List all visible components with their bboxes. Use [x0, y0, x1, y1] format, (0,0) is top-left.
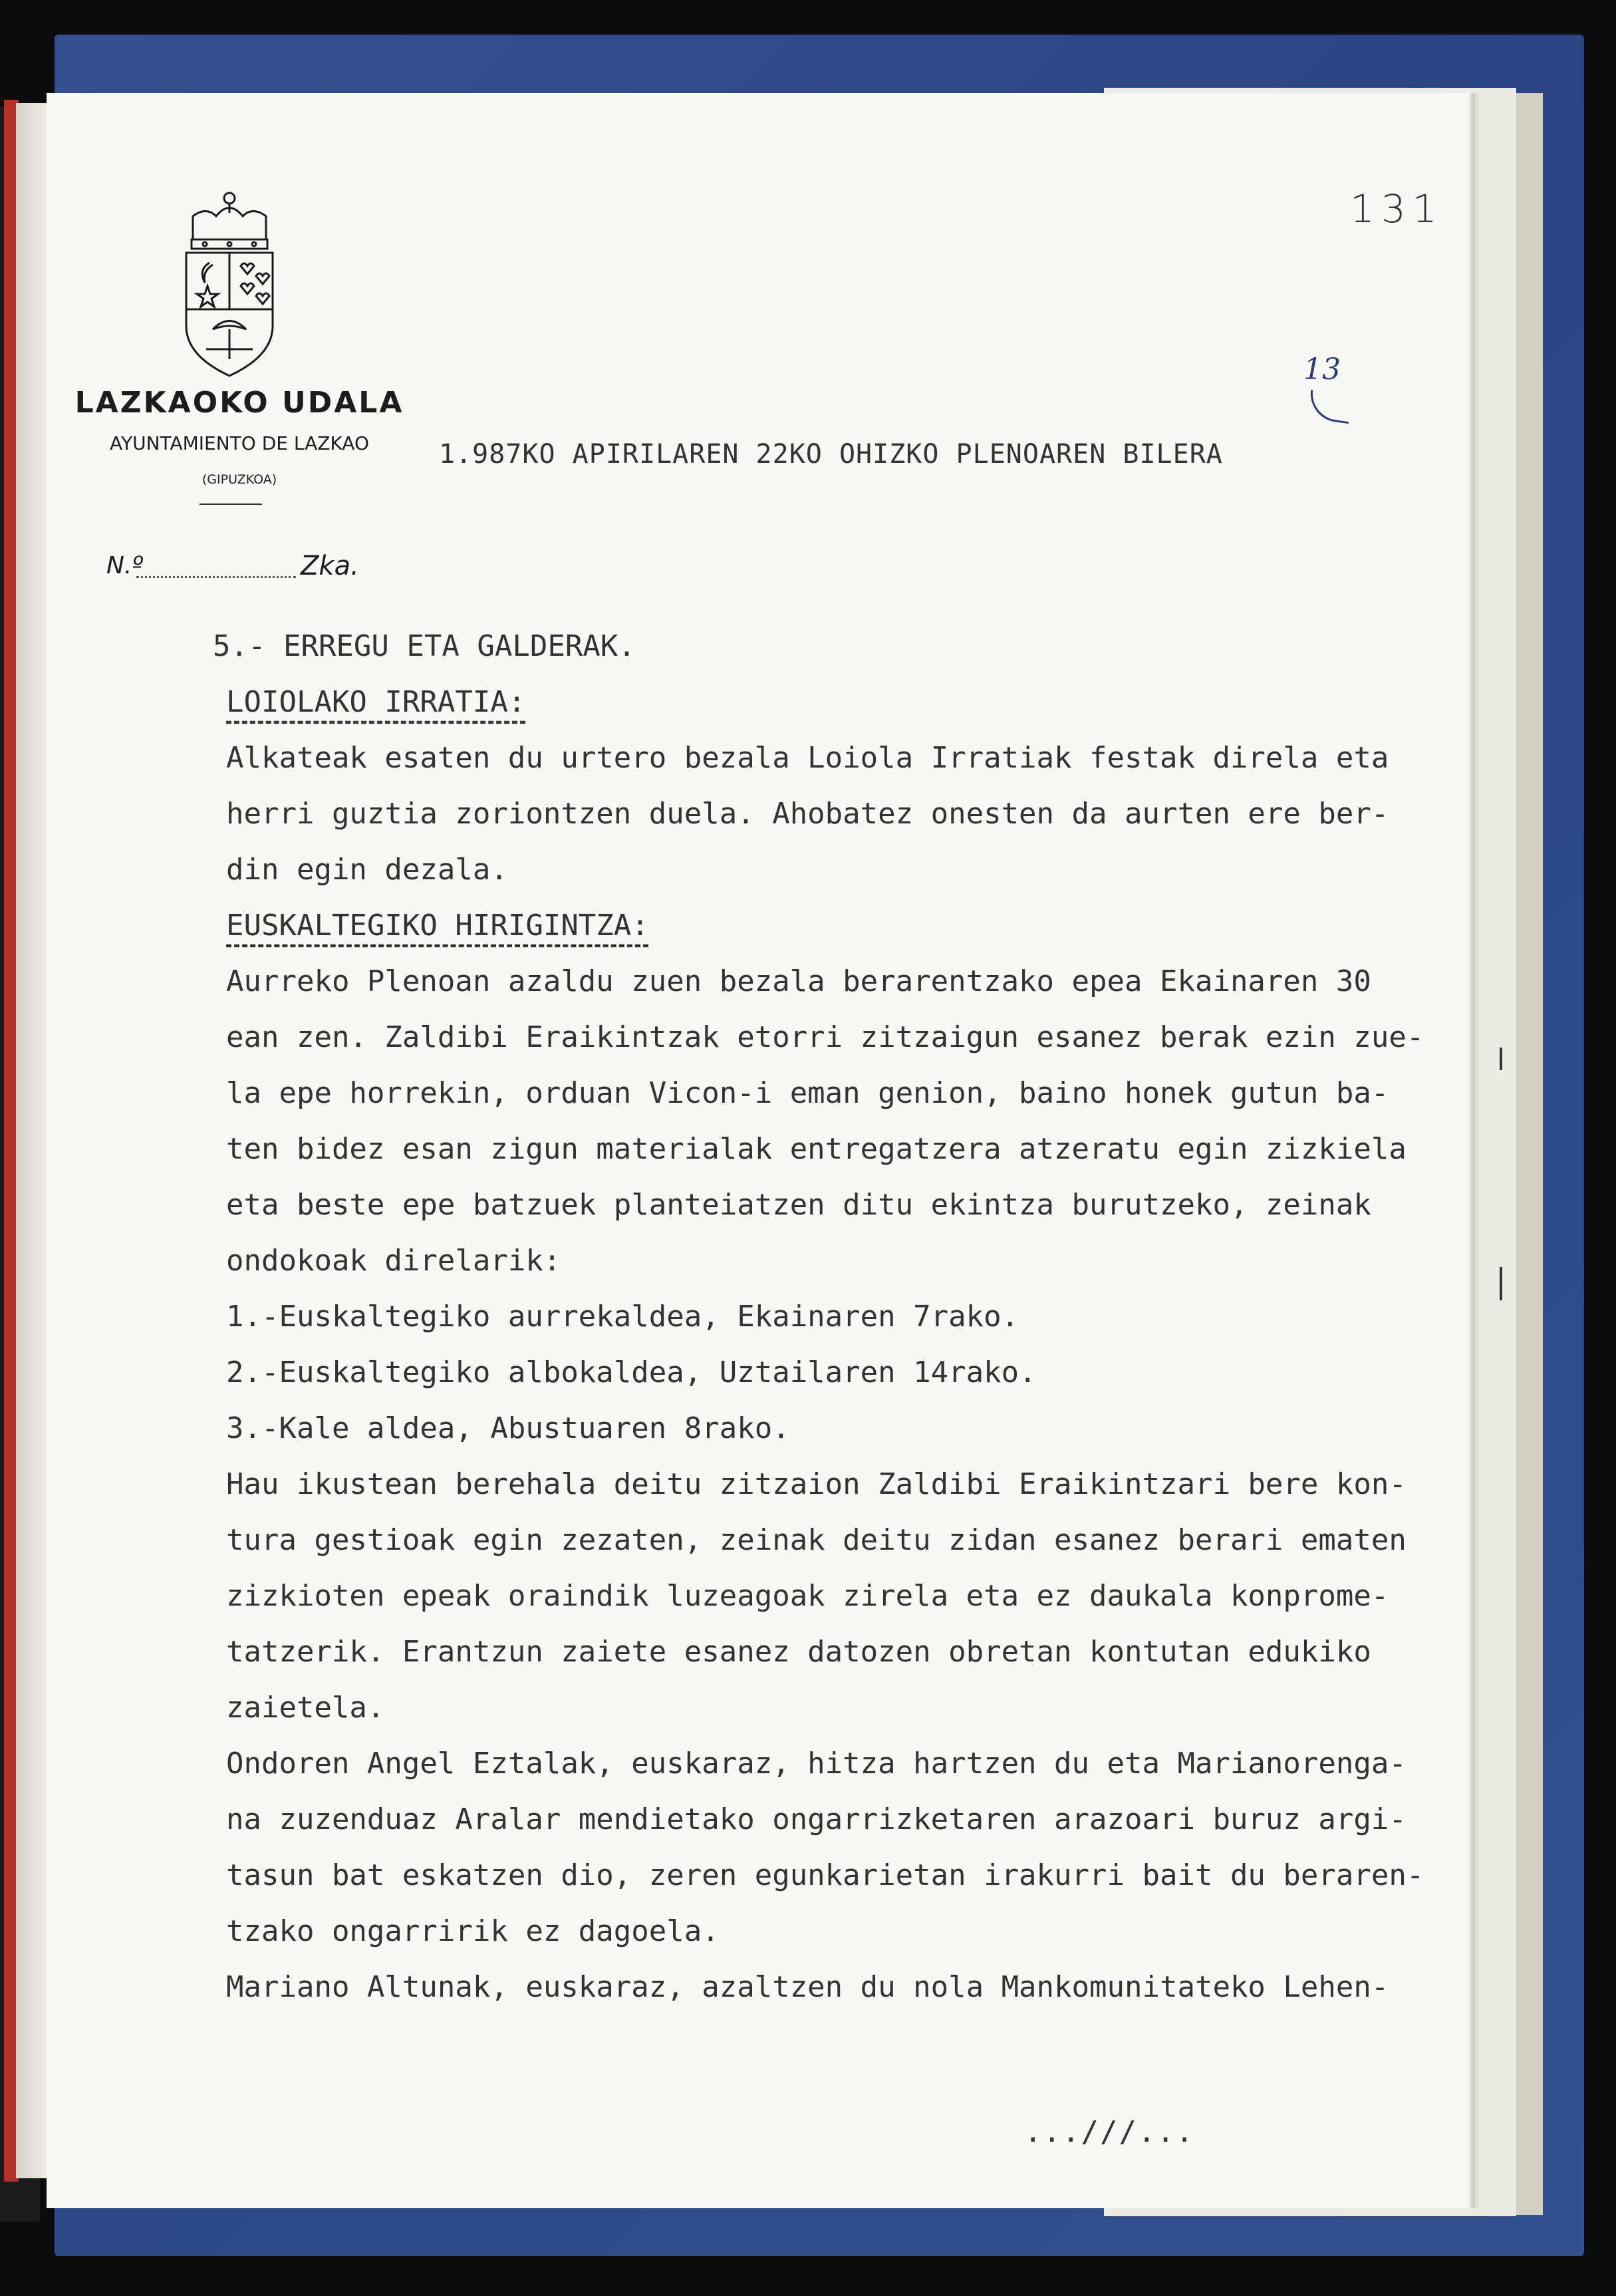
loiola-line: Alkateak esaten du urtero bezala Loiola Irratiak festak direla eta	[226, 741, 1389, 775]
paragraph-line: na zuzenduaz Aralar mendietako ongarrizketaren arazoari buruz argi-	[226, 1802, 1407, 1836]
paragraph-line: Ondoren Angel Eztalak, euskaraz, hitza hartzen du eta Marianorenga-	[226, 1747, 1407, 1781]
paragraph-line: zaietela.	[226, 1691, 385, 1725]
deadline-item: 3.-Kale aldea, Abustuaren 8rako.	[226, 1411, 790, 1445]
euskaltegi-line: Aurreko Plenoan azaldu zuen bezala berarentzako epea Ekainaren 30	[226, 964, 1371, 998]
letterhead-divider	[200, 503, 262, 505]
reference-zka-label: Zka.	[301, 551, 359, 581]
paragraph-line: tasun bat eskatzen dio, zeren egunkarietan irakurri bait du beraren-	[226, 1858, 1424, 1892]
paragraph-line: tura gestioak egin zezaten, zeinak deitu zidan esanez berari ematen	[226, 1523, 1407, 1557]
loiola-line: din egin dezala.	[226, 853, 508, 887]
deadline-item: 2.-Euskaltegiko albokaldea, Uztailaren 14rako.	[226, 1356, 1037, 1389]
paragraph-line: tzako ongarririk ez dagoela.	[226, 1914, 720, 1948]
euskaltegi-line: ten bidez esan zigun materialak entregatzera atzeratu egin zizkiela	[226, 1132, 1407, 1166]
agenda-item-heading: 5.- ERREGU ETA GALDERAK.	[213, 629, 636, 663]
euskaltegi-line: la epe horrekin, orduan Vicon-i eman genion, baino honek gutun ba-	[226, 1076, 1389, 1110]
loiola-line: herri guztia zoriontzen duela. Ahobatez onesten da aurten ere ber-	[226, 797, 1389, 831]
section-heading-loiola: LOIOLAKO IRRATIA:	[226, 685, 526, 719]
paragraph-line: Hau ikustean berehala deitu zitzaion Zaldibi Eraikintzari bere kon-	[226, 1467, 1407, 1501]
margin-tick	[1500, 1267, 1502, 1300]
reference-number-blank	[136, 576, 296, 578]
letterhead-spanish-name: AYUNTAMIENTO DE LAZKAO	[109, 432, 369, 454]
paragraph-line: zizkioten epeak oraindik luzeagoak zirela eta ez daukala konprome-	[226, 1579, 1389, 1613]
coat-of-arms-icon	[180, 186, 279, 379]
paragraph-line: Mariano Altunak, euskaraz, azaltzen du nola Mankomunitateko Lehen-	[226, 1970, 1389, 2004]
paragraph-line: tatzerik. Erantzun zaiete esanez datozen obretan kontutan edukiko	[226, 1635, 1371, 1669]
euskaltegi-line: ean zen. Zaldibi Eraikintzak etorri zitzaigun esanez berak ezin zue-	[226, 1020, 1424, 1054]
section-heading-euskaltegi: EUSKALTEGIKO HIRIGINTZA:	[226, 909, 649, 942]
euskaltegi-line: ondokoak direlarik:	[226, 1244, 561, 1278]
reference-number-label: N.º	[106, 552, 144, 579]
euskaltegi-line: eta beste epe batzuek planteiatzen ditu ekintza burutzeko, zeinak	[226, 1188, 1371, 1222]
handwritten-note: 13	[1303, 353, 1341, 386]
document-body	[213, 619, 1476, 2015]
page-number: 131	[1350, 186, 1444, 231]
letterhead-municipality: LAZKAOKO UDALA	[74, 386, 404, 420]
continuation-mark: ...///...	[1024, 2115, 1195, 2149]
letterhead-province: (GIPUZKOA)	[202, 472, 277, 487]
deadline-item: 1.-Euskaltegiko aurrekaldea, Ekainaren 7rako.	[226, 1300, 1019, 1334]
session-title: 1.987KO APIRILAREN 22KO OHIZKO PLENOAREN BILERA	[439, 439, 1223, 470]
left-page-edge	[16, 103, 51, 2178]
margin-tick	[1500, 1048, 1502, 1070]
